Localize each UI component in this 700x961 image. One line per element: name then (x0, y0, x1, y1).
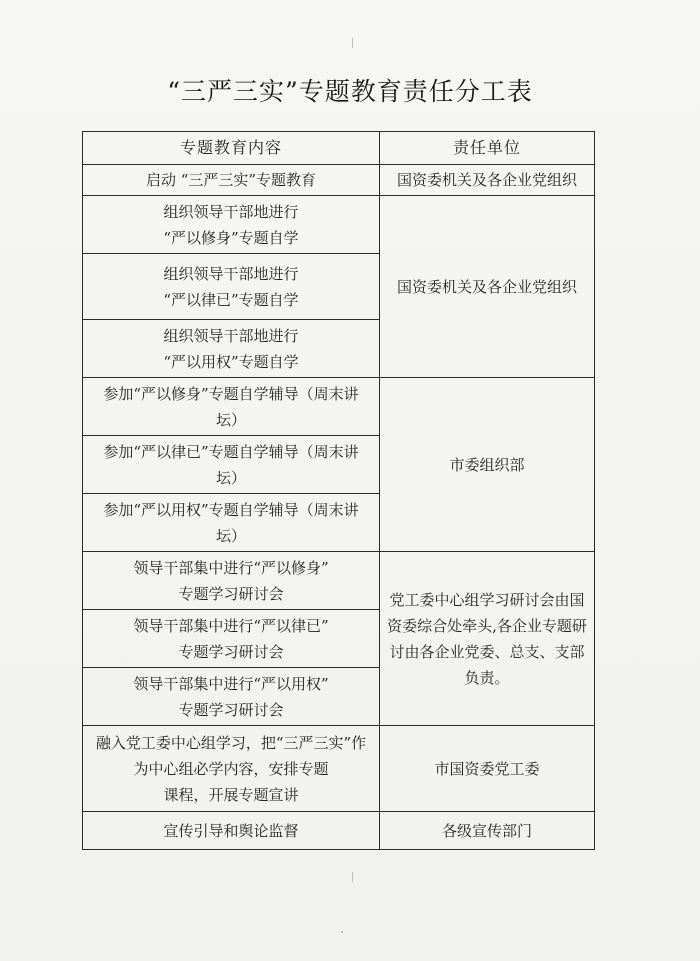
row-content: 组织领导干部地进行 “严以修身”专题自学 (83, 196, 380, 254)
row-content: 组织领导干部地进行 “严以律已”专题自学 (83, 254, 380, 320)
table-row (83, 378, 595, 436)
binding-mark-bottom (352, 872, 353, 882)
responsibility-table (82, 131, 595, 850)
table-row (83, 812, 595, 850)
row-content: 参加“严以用权”专题自学辅导（周末讲 坛） (83, 494, 380, 552)
binding-mark-top (352, 38, 353, 48)
row-content: 组织领导干部地进行 “严以用权”专题自学 (83, 320, 380, 378)
header-content: 专题教育内容 (83, 132, 380, 165)
row-content: 领导干部集中进行“严以修身” 专题学习研讨会 (83, 552, 380, 610)
row-unit: 市国资委党工委 (380, 726, 595, 812)
row-content: 启动 “三严三实”专题教育 (83, 165, 380, 196)
header-unit: 责任单位 (380, 132, 595, 165)
table-row (83, 726, 595, 812)
row-unit: 国资委机关及各企业党组织 (380, 196, 595, 378)
table-header-row (83, 132, 595, 165)
row-content: 宣传引导和舆论监督 (83, 812, 380, 850)
row-unit: 市委组织部 (380, 378, 595, 552)
row-content: 参加“严以修身”专题自学辅导（周末讲 坛） (83, 378, 380, 436)
row-unit: 各级宣传部门 (380, 812, 595, 850)
document-title: “三严三实”专题教育责任分工表 (167, 77, 533, 106)
scan-dot (341, 931, 343, 933)
row-content: 领导干部集中进行“严以律已” 专题学习研讨会 (83, 610, 380, 668)
table-row (83, 552, 595, 610)
table-row (83, 165, 595, 196)
row-content: 参加“严以律已”专题自学辅导（周末讲 坛） (83, 436, 380, 494)
row-unit: 国资委机关及各企业党组织 (380, 165, 595, 196)
row-content: 融入党工委中心组学习，把“三严三实”作 为中心组必学内容，安排专题 课程，开展专题宣讲 (83, 726, 380, 812)
row-unit: 党工委中心组学习研讨会由国资委综合处牵头,各企业专题研讨由各企业党委、总支、支部负责。 (380, 552, 595, 726)
table-row (83, 196, 595, 254)
row-content: 领导干部集中进行“严以用权” 专题学习研讨会 (83, 668, 380, 726)
